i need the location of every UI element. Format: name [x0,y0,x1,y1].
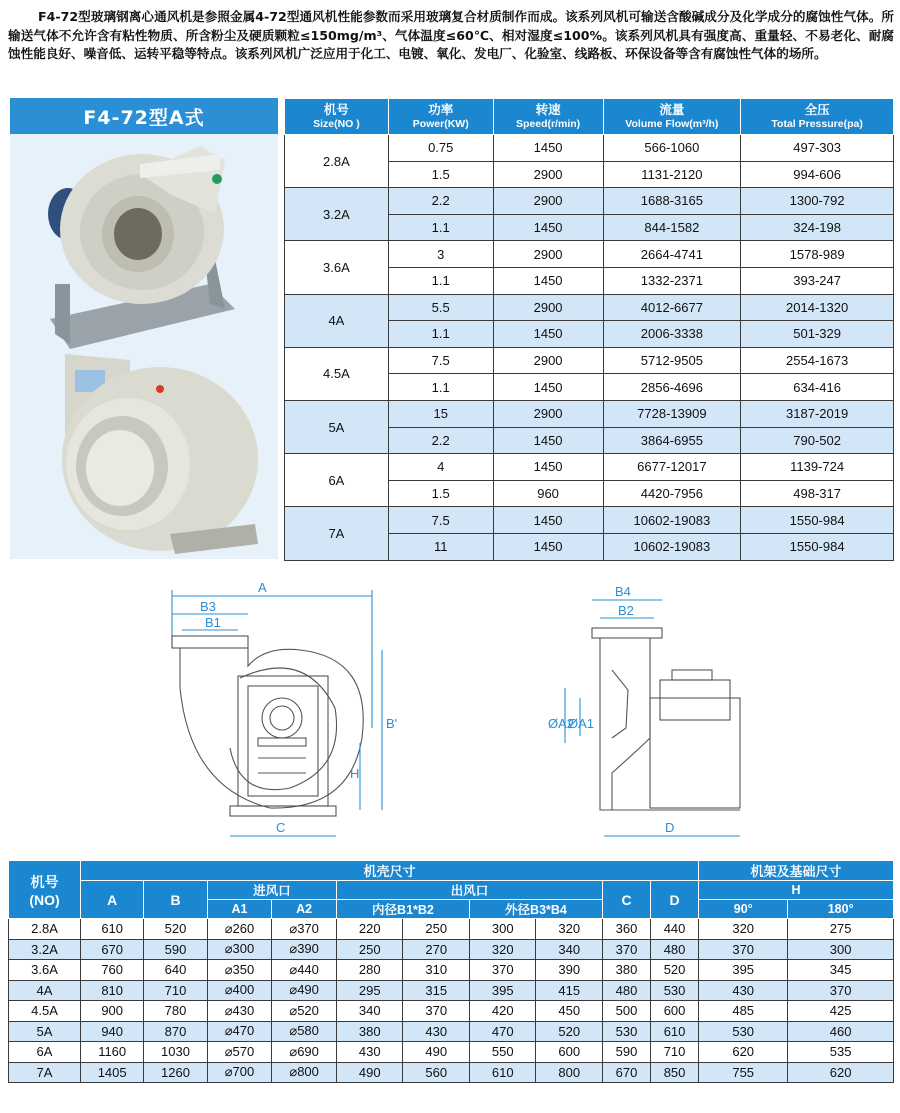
dim-cell: 440 [651,919,699,940]
dim-cell: 810 [81,980,144,1001]
spec-size-cell: 3.6A [285,241,389,294]
dim-cell: 500 [602,1001,650,1022]
fan-photo-bottom [62,354,258,554]
dim-size-cell: 5A [9,1021,81,1042]
spec-size-cell: 6A [285,454,389,507]
spec-cell: 1450 [493,135,603,162]
dim-size-cell: 3.6A [9,960,81,981]
dim-cell: 600 [536,1042,603,1063]
dim-cell: 345 [788,960,894,981]
dim-size-cell: 4A [9,980,81,1001]
dim-row [9,1001,894,1022]
spec-cell: 1.1 [388,321,493,348]
spec-cell: 1450 [493,507,603,534]
dim-col-a2: A2 [272,900,337,919]
dim-cell: 370 [699,939,788,960]
spec-cell: 1.1 [388,267,493,294]
dim-col-a: A [81,881,144,919]
dim-row [9,1042,894,1063]
dim-cell: 1260 [144,1062,207,1083]
dim-size-cell: 4.5A [9,1001,81,1022]
dim-cell: 600 [651,1001,699,1022]
spec-cell: 5.5 [388,294,493,321]
spec-cell: 15 [388,400,493,427]
label-b3: B3 [200,599,216,614]
dim-col-c: C [602,881,650,919]
spec-size-cell: 7A [285,507,389,560]
dim-cell: 430 [336,1042,402,1063]
spec-row [285,347,894,374]
spec-cell: 960 [493,480,603,507]
spec-cell: 2554-1673 [741,347,894,374]
dim-size-cell: 3.2A [9,939,81,960]
spec-cell: 7.5 [388,347,493,374]
col-flow: 流量 Volume Flow(m³/h) [603,99,741,135]
dim-cell: 460 [788,1021,894,1042]
dim-size-cell: 2.8A [9,919,81,940]
label-a: A [258,580,267,595]
spec-cell: 1139-724 [741,454,894,481]
spec-cell: 2900 [493,294,603,321]
dim-cell: ⌀440 [272,960,337,981]
dim-cell: 520 [536,1021,603,1042]
spec-cell: 790-502 [741,427,894,454]
dim-cell: 425 [788,1001,894,1022]
fan-illustrations [10,134,278,559]
dim-cell: 420 [469,1001,535,1022]
model-title: F4-72型A式 [10,98,278,134]
spec-cell: 2664-4741 [603,241,741,268]
spec-cell: 1.1 [388,214,493,241]
dim-col-h: H [699,881,894,900]
dim-cell: 485 [699,1001,788,1022]
dim-cell: ⌀390 [272,939,337,960]
spec-cell: 2006-3338 [603,321,741,348]
dim-cell: 280 [336,960,402,981]
dim-cell: 610 [81,919,144,940]
dim-cell: ⌀400 [207,980,272,1001]
label-a1: ØA1 [568,716,595,731]
spec-cell: 2014-1320 [741,294,894,321]
dim-group-base: 机架及基础尺寸 [699,861,894,881]
dim-cell: 760 [81,960,144,981]
dim-cell: 395 [699,960,788,981]
dim-size-cell: 7A [9,1062,81,1083]
dim-cell: 310 [403,960,470,981]
spec-cell: 4012-6677 [603,294,741,321]
dim-cell: 535 [788,1042,894,1063]
spec-cell: 844-1582 [603,214,741,241]
dim-cell: ⌀580 [272,1021,337,1042]
dim-cell: ⌀260 [207,919,272,940]
label-d: D [665,820,675,835]
dim-cell: 850 [651,1062,699,1083]
spec-row [285,454,894,481]
dim-cell: 780 [144,1001,207,1022]
label-b4: B4 [615,584,631,599]
spec-cell: 1450 [493,427,603,454]
spec-cell: 3864-6955 [603,427,741,454]
spec-cell: 994-606 [741,161,894,188]
spec-cell: 1450 [493,321,603,348]
dim-cell: ⌀800 [272,1062,337,1083]
dim-cell: ⌀520 [272,1001,337,1022]
fan-photo-top [48,146,235,349]
dim-cell: 530 [699,1021,788,1042]
dim-cell: ⌀690 [272,1042,337,1063]
dim-cell: 415 [536,980,603,1001]
dim-row [9,1062,894,1083]
dim-cell: 480 [602,980,650,1001]
dim-row [9,1021,894,1042]
dim-cell: 870 [144,1021,207,1042]
performance-table [284,98,894,561]
dim-cell: 270 [403,939,470,960]
dim-cell: ⌀470 [207,1021,272,1042]
intro-paragraph: F4-72型玻璃钢离心通风机是参照金属4-72型通风机性能参数而采用玻璃复合材质制作而成。该系列风机可输送含酸碱成分及化学成分的腐蚀性气体。所输送气体不允许含有粘性物质、所含粉尘及硬质颗粒≤150mg/m³、气体温度≤60℃、相对湿度≤100%。该系列风机具有强度高、重量轻、不易老化、耐腐蚀性能良好、噪音低、运转平稳等特点。该系列风机广泛应用于化工、电镀、氧化、发电厂、化验室、线路板、环保设备等含有腐蚀性气体的场所。 [8,9,894,61]
spec-cell: 2900 [493,161,603,188]
col-size: 机号 Size(NO ) [285,99,389,135]
col-pressure: 全压 Total Pressure(pa) [741,99,894,135]
label-b-prime: B' [386,716,398,731]
spec-cell: 1450 [493,214,603,241]
col-power: 功率 Power(KW) [388,99,493,135]
spec-cell: 1.1 [388,374,493,401]
spec-cell: 1131-2120 [603,161,741,188]
dim-cell: 480 [651,939,699,960]
dim-cell: 520 [651,960,699,981]
dim-cell: ⌀430 [207,1001,272,1022]
dim-cell: 395 [469,980,535,1001]
spec-cell: 5712-9505 [603,347,741,374]
dim-cell: 250 [403,919,470,940]
dim-cell: ⌀370 [272,919,337,940]
spec-cell: 2900 [493,188,603,215]
dim-col-180: 180° [788,900,894,919]
dim-cell: 755 [699,1062,788,1083]
spec-cell: 4420-7956 [603,480,741,507]
dim-cell: 640 [144,960,207,981]
spec-cell: 1450 [493,374,603,401]
spec-row [285,400,894,427]
dim-cell: 315 [403,980,470,1001]
spec-cell: 498-317 [741,480,894,507]
spec-cell: 1300-792 [741,188,894,215]
dim-cell: ⌀300 [207,939,272,960]
dim-cell: 220 [336,919,402,940]
dim-cell: 250 [336,939,402,960]
dim-cell: 940 [81,1021,144,1042]
label-h: H [350,766,360,781]
dim-cell: 300 [788,939,894,960]
dimension-drawing [0,578,900,848]
dim-cell: 490 [336,1062,402,1083]
product-photo-panel [10,134,278,559]
spec-cell: 2900 [493,347,603,374]
dim-cell: 370 [602,939,650,960]
dim-cell: 490 [403,1042,470,1063]
spec-cell: 3187-2019 [741,400,894,427]
spec-size-cell: 5A [285,400,389,453]
dim-cell: 800 [536,1062,603,1083]
dim-cell: 530 [602,1021,650,1042]
spec-cell: 634-416 [741,374,894,401]
dim-cell: 1405 [81,1062,144,1083]
dim-cell: 470 [469,1021,535,1042]
spec-cell: 2.2 [388,427,493,454]
dim-col-inner: 内径B1*B2 [336,900,469,919]
spec-row [285,507,894,534]
dim-col-d: D [651,881,699,919]
dim-cell: 390 [536,960,603,981]
spec-cell: 1450 [493,454,603,481]
dim-cell: 620 [699,1042,788,1063]
dim-cell: 380 [602,960,650,981]
spec-cell: 1450 [493,267,603,294]
spec-cell: 324-198 [741,214,894,241]
spec-cell: 0.75 [388,135,493,162]
spec-cell: 1550-984 [741,533,894,560]
dim-size-cell: 6A [9,1042,81,1063]
dim-cell: 380 [336,1021,402,1042]
spec-cell: 497-303 [741,135,894,162]
dim-col-size: 机号 (NO) [9,861,81,919]
dim-cell: 295 [336,980,402,1001]
dim-row [9,919,894,940]
spec-cell: 10602-19083 [603,533,741,560]
spec-size-cell: 4A [285,294,389,347]
spec-cell: 6677-12017 [603,454,741,481]
label-b2: B2 [618,603,634,618]
dim-cell: 620 [788,1062,894,1083]
dim-cell: ⌀700 [207,1062,272,1083]
spec-cell: 2.2 [388,188,493,215]
dim-cell: 550 [469,1042,535,1063]
dim-cell: 430 [699,980,788,1001]
dim-cell: 1160 [81,1042,144,1063]
dim-cell: 900 [81,1001,144,1022]
dim-cell: 360 [602,919,650,940]
spec-cell: 1550-984 [741,507,894,534]
dim-cell: 670 [81,939,144,960]
spec-size-cell: 4.5A [285,347,389,400]
dim-group-casing: 机壳尺寸 [81,861,699,881]
dim-cell: 610 [469,1062,535,1083]
dim-col-outer: 外径B3*B4 [469,900,602,919]
spec-row [285,135,894,162]
dimension-table [8,860,894,1083]
spec-cell: 11 [388,533,493,560]
dim-col-a1: A1 [207,900,272,919]
dim-cell: 370 [469,960,535,981]
dim-cell: 520 [144,919,207,940]
dim-cell: ⌀490 [272,980,337,1001]
dim-group-inlet: 进风口 [207,881,336,900]
spec-cell: 7.5 [388,507,493,534]
spec-row [285,294,894,321]
dim-cell: 610 [651,1021,699,1042]
spec-cell: 1578-989 [741,241,894,268]
dim-col-90: 90° [699,900,788,919]
dim-cell: 320 [536,919,603,940]
dim-row [9,960,894,981]
spec-cell: 1332-2371 [603,267,741,294]
spec-cell: 393-247 [741,267,894,294]
spec-cell: 1.5 [388,161,493,188]
dim-cell: 560 [403,1062,470,1083]
spec-row [285,188,894,215]
dim-cell: 670 [602,1062,650,1083]
dim-cell: 530 [651,980,699,1001]
side-view [172,590,382,836]
dim-cell: 275 [788,919,894,940]
label-b1: B1 [205,615,221,630]
dim-group-outlet: 出风口 [336,881,602,900]
spec-cell: 1688-3165 [603,188,741,215]
dim-cell: 320 [469,939,535,960]
label-c: C [276,820,286,835]
spec-cell: 3 [388,241,493,268]
dim-row [9,939,894,960]
dim-cell: 590 [602,1042,650,1063]
spec-size-cell: 3.2A [285,188,389,241]
dim-col-b: B [144,881,207,919]
dim-cell: 710 [144,980,207,1001]
spec-cell: 7728-13909 [603,400,741,427]
dim-cell: 300 [469,919,535,940]
col-speed: 转速 Speed(r/min) [493,99,603,135]
spec-cell: 1450 [493,533,603,560]
dim-cell: 430 [403,1021,470,1042]
dim-cell: 710 [651,1042,699,1063]
dim-cell: 370 [403,1001,470,1022]
dim-row [9,980,894,1001]
spec-row [285,241,894,268]
dim-cell: 320 [699,919,788,940]
spec-cell: 2856-4696 [603,374,741,401]
spec-size-cell: 2.8A [285,135,389,188]
dim-cell: ⌀570 [207,1042,272,1063]
label-a2: ØA2 [548,716,575,731]
dim-cell: 340 [536,939,603,960]
spec-cell: 10602-19083 [603,507,741,534]
spec-cell: 501-329 [741,321,894,348]
dim-cell: 590 [144,939,207,960]
spec-cell: 4 [388,454,493,481]
dim-cell: 1030 [144,1042,207,1063]
spec-cell: 1.5 [388,480,493,507]
dim-cell: 370 [788,980,894,1001]
spec-cell: 566-1060 [603,135,741,162]
dim-cell: ⌀350 [207,960,272,981]
dim-cell: 340 [336,1001,402,1022]
spec-cell: 2900 [493,400,603,427]
dim-cell: 450 [536,1001,603,1022]
spec-cell: 2900 [493,241,603,268]
